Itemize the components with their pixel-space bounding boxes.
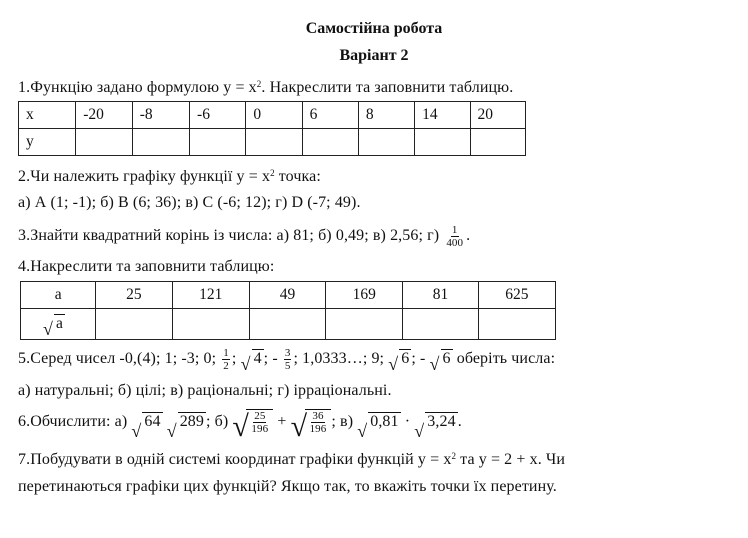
- radical-sign-icon: √: [429, 354, 440, 375]
- task-3-end: .: [466, 227, 471, 245]
- fraction: [445, 224, 464, 249]
- radical-sign-icon: √: [43, 319, 53, 340]
- task-2-statement: 2.Чи належить графіку функції у = х: [18, 168, 271, 185]
- table-cell-empty: [358, 129, 414, 156]
- task-1-table: [18, 101, 526, 156]
- task-2-options: а) А (1; -1); б) В (6; 36); в) С (-6; 12); г) D (-7; 49).: [18, 194, 361, 211]
- square-root: [388, 346, 411, 375]
- table-cell-empty: [302, 129, 358, 156]
- table-cell: 625: [478, 282, 555, 309]
- fraction-denominator: 196: [251, 423, 269, 436]
- fraction: [309, 410, 328, 435]
- square-root: [131, 405, 162, 442]
- table-cell: 8: [358, 102, 414, 129]
- table-cell-empty: [470, 129, 525, 156]
- table-cell-empty: [190, 129, 246, 156]
- fraction-denominator: 196: [309, 423, 327, 436]
- square-root: [166, 405, 206, 442]
- radical-sign-icon: √: [240, 354, 251, 375]
- fraction: [222, 347, 230, 372]
- table-cell: 81: [403, 282, 478, 309]
- radical-sign-icon: √: [131, 421, 142, 442]
- task-4-table: [20, 281, 556, 340]
- multiply-dot: ·: [404, 413, 411, 430]
- table-cell-empty: [403, 309, 478, 340]
- task-6-prefix: 6.Обчислити: а): [18, 413, 132, 430]
- task-5-prefix: 5.Серед чисел -0,(4); 1; -3; 0;: [18, 350, 221, 367]
- task-6-b-label: ; б): [206, 413, 233, 430]
- table-cell-empty: [172, 309, 249, 340]
- task-5-suffix: оберіть числа:: [452, 350, 556, 367]
- task-1-exponent: 2: [256, 79, 262, 89]
- table-row: [21, 309, 556, 340]
- radicand: 6: [442, 350, 451, 368]
- table-cell-empty: [76, 129, 132, 156]
- table-cell-a-label: a: [21, 282, 96, 309]
- table-cell-sqrt-a: [21, 309, 96, 340]
- task-6-c-label: ; в): [331, 413, 358, 430]
- radicand: 0,81: [370, 413, 399, 431]
- radicand: 3,24: [427, 413, 456, 431]
- fraction-denominator: 400: [446, 237, 464, 249]
- table-cell-empty: [415, 129, 470, 156]
- plus-sign: +: [277, 413, 287, 430]
- square-root: [357, 405, 400, 442]
- table-cell-empty: [478, 309, 555, 340]
- task-2-statement-end: точка:: [274, 168, 321, 185]
- table-cell: 49: [249, 282, 325, 309]
- table-row: [21, 282, 556, 309]
- task-5-neg: ; -: [263, 350, 278, 367]
- fraction-numerator: 1: [451, 224, 458, 236]
- table-cell-empty: [246, 129, 302, 156]
- task-3-statement: 3.Знайти квадратний корінь із числа: а) 81; б) 0,49; в) 2,56; г): [18, 227, 444, 245]
- fraction-numerator: 36: [312, 410, 324, 423]
- task-5-text: 5.Серед чисел -0,(4); 1; -3; 0; $\frac{1}{2}$ ; √ 4 ; - $\frac{3}{5}$ ; 1,0333…; 9; √ 6 ; - √ 6 оберіть числа:: [18, 346, 556, 375]
- task-4-text: 4.Накреслити та заповнити таблицю:: [18, 258, 275, 275]
- table-cell: -6: [190, 102, 246, 129]
- task-6-end: .: [457, 413, 462, 430]
- task-2-exponent: 2: [270, 168, 275, 178]
- task-3-text: [18, 224, 470, 249]
- task-7-line-2: перетинаються графіки цих функцій? Якщо так, то вкажіть точки їх перетину.: [18, 478, 557, 495]
- table-cell: 169: [326, 282, 403, 309]
- square-root: [43, 311, 65, 340]
- table-cell: -20: [76, 102, 132, 129]
- radicand: a: [56, 315, 63, 333]
- radicand: 6: [401, 350, 410, 368]
- radical-sign-icon: √: [290, 410, 308, 444]
- square-root: [429, 346, 453, 375]
- task-1-text: [18, 74, 513, 98]
- table-cell: 121: [172, 282, 249, 309]
- radical-sign-icon: √: [414, 421, 425, 442]
- fraction-denominator: 5: [284, 359, 291, 372]
- radicand: 4: [253, 350, 262, 368]
- radical-sign-icon: √: [232, 410, 249, 444]
- task-7-text-b: та у = 2 + х. Чи: [456, 451, 566, 468]
- square-root: [240, 346, 264, 375]
- table-cell: -8: [132, 102, 189, 129]
- table-cell: 25: [96, 282, 172, 309]
- radical-sign-icon: √: [357, 421, 368, 442]
- table-cell: 0: [246, 102, 302, 129]
- table-cell-empty: [132, 129, 189, 156]
- task-1-statement: 1.Функцію задано формулою у = х: [18, 79, 257, 96]
- task-7-exponent: 2: [451, 451, 457, 461]
- task-1-statement-end: . Накреслити та заповнити таблицю.: [261, 79, 514, 96]
- table-cell-empty: [96, 309, 172, 340]
- task-7-line-1: [18, 446, 565, 470]
- table-cell: 14: [415, 102, 470, 129]
- task-7-text-a: 7.Побудувати в одній системі координат графіки функцій у = х: [18, 451, 452, 468]
- table-row: [19, 102, 526, 129]
- task-5-mid: ; 1,0333…; 9;: [293, 350, 389, 367]
- square-root-fraction: [232, 405, 273, 444]
- fraction-numerator: 1: [223, 346, 229, 359]
- table-cell-y-label: у: [19, 129, 76, 156]
- table-cell: 20: [470, 102, 525, 129]
- task-5-options: а) натуральні; б) цілі; в) раціональні; г) ірраціональні.: [18, 382, 392, 399]
- page-title: Самостійна робота: [305, 20, 443, 37]
- radical-sign-icon: √: [166, 421, 177, 442]
- table-cell-empty: [249, 309, 325, 340]
- square-root-fraction: [290, 405, 332, 444]
- variant-heading: Варіант 2: [339, 47, 409, 64]
- fraction-numerator: 25: [254, 410, 266, 423]
- task-2-text: [18, 163, 321, 187]
- radicand: 289: [179, 413, 204, 431]
- square-root: [414, 405, 457, 442]
- radicand: 64: [144, 413, 161, 431]
- table-cell: 6: [302, 102, 358, 129]
- table-cell-empty: [326, 309, 403, 340]
- task-6-text: [18, 405, 462, 444]
- fraction-denominator: 2: [223, 359, 229, 372]
- table-row: [19, 129, 526, 156]
- radical-sign-icon: √: [388, 354, 399, 375]
- fraction-numerator: 3: [284, 346, 291, 359]
- fraction: [284, 347, 292, 372]
- fraction: [250, 410, 269, 435]
- table-cell-x-label: х: [19, 102, 76, 129]
